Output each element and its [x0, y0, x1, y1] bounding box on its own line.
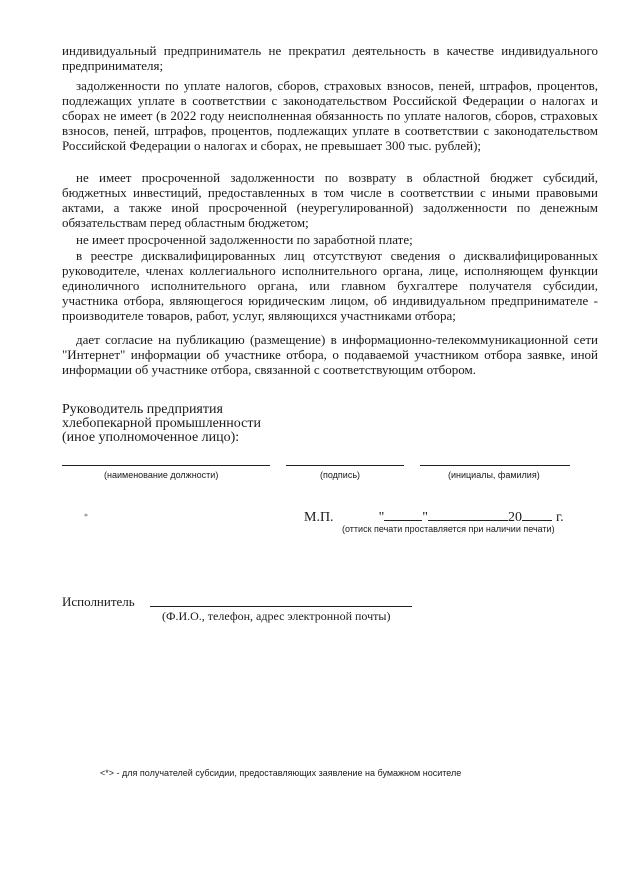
- signature-caption: (подпись): [320, 470, 361, 480]
- scan-speck: *: [84, 512, 88, 521]
- stamp-mark-label: М.П.: [304, 510, 334, 525]
- paragraph-publication-consent: дает согласие на публикацию (размещение) в информационно-телекоммуникационной сети "Интернет" информации об участнике отбора, о подаваемой участником отбора заявке, иной информации об участнике отбора, связанной с соответствующим отбором.: [62, 332, 598, 377]
- executor-line[interactable]: [150, 606, 412, 607]
- signatory-title: [62, 403, 261, 445]
- executor-label: Исполнитель: [62, 594, 135, 609]
- signatory-title-line: Руководитель предприятия: [62, 402, 223, 417]
- signatory-title-line: хлебопекарной промышленности: [62, 416, 261, 431]
- date-year-prefix: 20: [508, 510, 522, 525]
- name-caption: (инициалы, фамилия): [448, 470, 540, 480]
- stamp-note: (оттиск печати проставляется при наличии печати): [342, 524, 555, 534]
- name-signature-line[interactable]: [420, 465, 570, 466]
- date-quote-close: ": [422, 510, 428, 525]
- signature-line[interactable]: [286, 465, 404, 466]
- paragraph-tax-debt: задолженности по уплате налогов, сборов, страховых взносов, пеней, штрафов, процентов, подлежащих уплате в соответствии с законодательством Российской Федерации о налогах и сборах не имеет (в 2022 году неисполненная обязанность по уплате налогов, сборов, страховых взносов, пеней, штрафов, процентов, подлежащих уплате в соответствии с законодательством Российской Федерации о налогах и сборах, не превышает 300 тыс. рублей);: [62, 78, 598, 153]
- signatory-title-line: (иное уполномоченное лицо):: [62, 430, 240, 445]
- paragraph-entrepreneur-status: индивидуальный предприниматель не прекратил деятельность в качестве индивидуального предпринимателя;: [62, 43, 598, 73]
- date-month-field[interactable]: [428, 508, 508, 521]
- paragraph-disqualified-registry: в реестре дисквалифицированных лиц отсутствуют сведения о дисквалифицированных руководителе, членах коллегиального исполнительного органа, лице, исполняющем функции единоличного исполнительного органа, или главном бухгалтере получателя субсидии, участника отбора, являющегося юридическим лицом, об индивидуальном предпринимателе - производителе товаров, работ, услуг, являющихся участниками отбора;: [62, 248, 598, 323]
- position-caption: (наименование должности): [104, 470, 219, 480]
- date-year-suffix: г.: [556, 510, 564, 525]
- date-quote-open: ": [378, 510, 385, 525]
- paragraph-salary-debt: не имеет просроченной задолженности по заработной плате;: [76, 232, 413, 247]
- executor-caption: (Ф.И.О., телефон, адрес электронной почты): [162, 609, 391, 623]
- date-day-field[interactable]: [384, 508, 422, 521]
- date-year-field[interactable]: [522, 508, 552, 521]
- paragraph-budget-debt: не имеет просроченной задолженности по возврату в областной бюджет субсидий, бюджетных инвестиций, предоставленных в том числе в соответствии с иными правовыми актами, а также иной просроченной (неурегулированной) задолженности по денежным обязательствам перед областным бюджетом;: [62, 170, 598, 230]
- footnote: <*> - для получателей субсидии, предоставляющих заявление на бумажном носителе: [100, 768, 462, 778]
- stamp-date-row: [304, 508, 564, 525]
- position-signature-line[interactable]: [62, 465, 270, 466]
